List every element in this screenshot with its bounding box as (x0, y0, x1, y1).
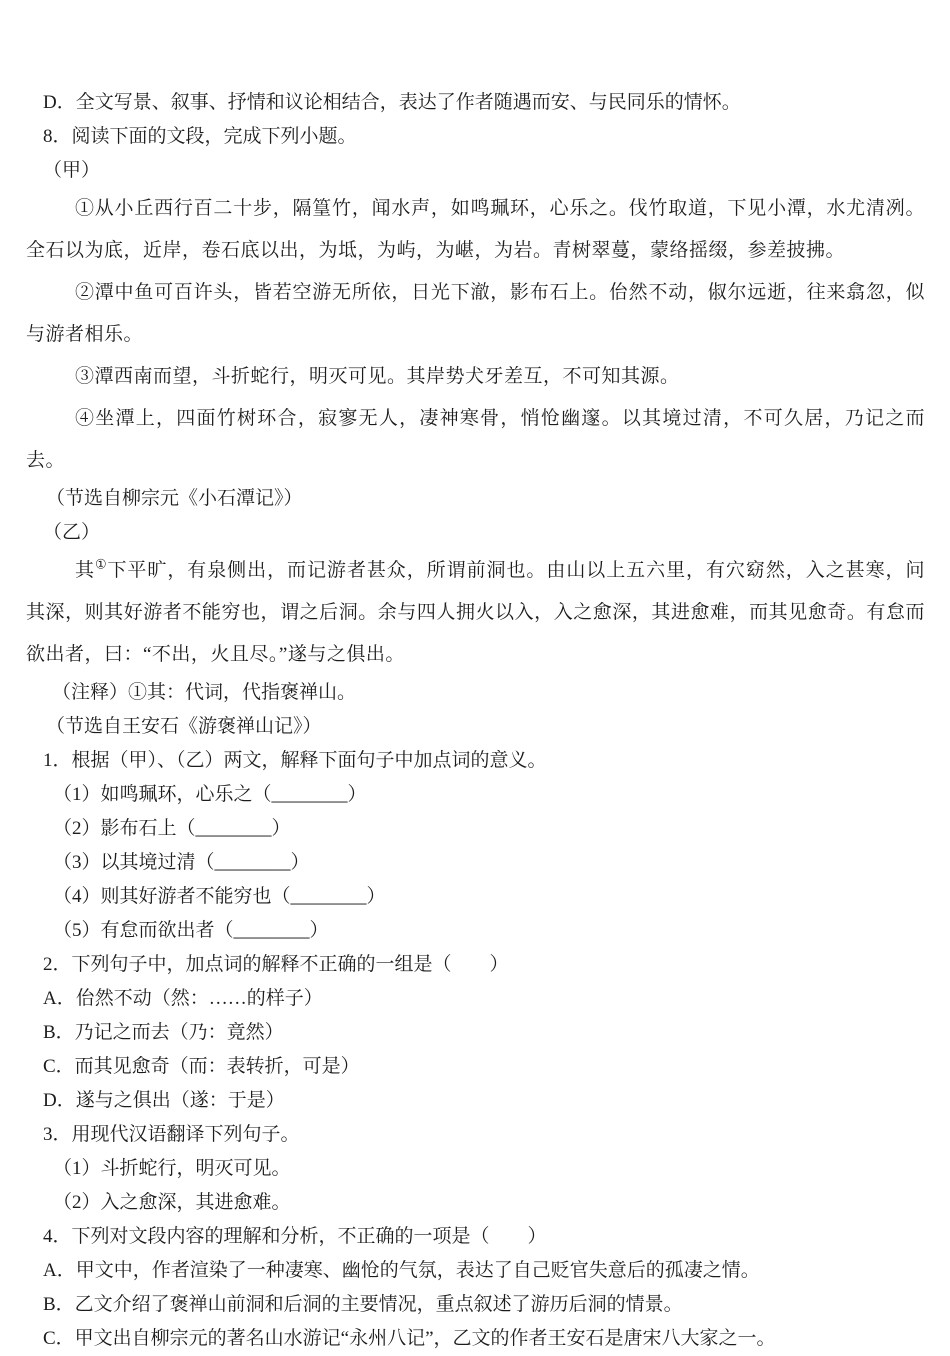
sub-question-1-item-3: （3）以其境过清（________） (53, 852, 310, 873)
sub-question-2-option-d: D．遂与之俱出（遂：于是） (43, 1090, 285, 1111)
question-8-stem: 8．阅读下面的文段，完成下列小题。 (43, 126, 357, 147)
prev-question-option-d: D．全文写景、叙事、抒情和议论相结合，表达了作者随遇而安、与民同乐的情怀。 (43, 92, 741, 113)
passage-yi-note-ref: ① (94, 556, 108, 572)
sub-question-1-item-4: （4）则其好游者不能穷也（________） (53, 886, 386, 907)
passage-jia-label: （甲） (43, 160, 101, 181)
sub-question-1-stem: 1．根据（甲）、（乙）两文，解释下面句子中加点词的意义。 (43, 750, 547, 771)
sub-question-3-item-1: （1）斗折蛇行，明灭可见。 (53, 1158, 291, 1179)
passage-yi-text-body: 下平旷，有泉侧出，而记游者甚众，所谓前洞也。由山以上五六里，有穴窈然，入之甚寒，问其深，则其好游者不能穷也，谓之后洞。余与四人拥火以入，入之愈深，其进愈难，而其见愈奇。有怠而欲出者，曰：“不出，火且尽。”遂与之俱出。 (26, 560, 925, 665)
sub-question-3-item-2: （2）入之愈深，其进愈难。 (53, 1192, 291, 1213)
passage-yi-source: （节选自王安石《游褒禅山记》） (46, 716, 322, 737)
sub-question-2-option-c: C．而其见愈奇（而：表转折，可是） (43, 1056, 360, 1077)
passage-jia-paragraph-4: ④坐潭上，四面竹树环合，寂寥无人，凄神寒骨，悄怆幽邃。以其境过清，不可久居，乃记之而去。 (26, 408, 925, 471)
sub-question-4-option-a: A．甲文中，作者渲染了一种凄寒、幽怆的气氛，表达了自己贬官失意后的孤凄之情。 (43, 1260, 760, 1281)
passage-jia-source: （节选自柳宗元《小石潭记》） (46, 488, 303, 509)
sub-question-4-option-c: C．甲文出自柳宗元的著名山水游记“永州八记”，乙文的作者王安石是唐宋八大家之一。 (43, 1328, 776, 1349)
passage-jia-paragraph-3: ③潭西南而望，斗折蛇行，明灭可见。其岸势犬牙差互，不可知其源。 (75, 366, 680, 387)
sub-question-4-option-b: B．乙文介绍了褒禅山前洞和后洞的主要情况，重点叙述了游历后洞的情景。 (43, 1294, 683, 1315)
sub-question-4-stem: 4．下列对文段内容的理解和分析，不正确的一项是（ ） (43, 1226, 547, 1247)
sub-question-2-stem: 2．下列句子中，加点词的解释不正确的一组是（ ） (43, 954, 509, 975)
passage-jia-paragraph-2: ②潭中鱼可百许头，皆若空游无所依，日光下澈，影布石上。佁然不动，俶尔远逝，往来翕忽，似与游者相乐。 (26, 282, 925, 345)
sub-question-3-stem: 3．用现代汉语翻译下列句子。 (43, 1124, 300, 1145)
sub-question-1-item-5: （5）有怠而欲出者（________） (53, 920, 329, 941)
passage-yi-label: （乙） (43, 522, 101, 543)
sub-question-2-option-a: A．佁然不动（然：……的样子） (43, 988, 323, 1009)
sub-question-2-option-b: B．乃记之而去（乃：竟然） (43, 1022, 284, 1043)
passage-yi-paragraph (26, 550, 925, 676)
sub-question-1-item-1: （1）如鸣珮环，心乐之（________） (53, 784, 367, 805)
passage-jia-paragraph-1: ①从小丘西行百二十步，隔篁竹，闻水声，如鸣珮环，心乐之。伐竹取道，下见小潭，水尤清冽。全石以为底，近岸，卷石底以出，为坻，为屿，为嵁，为岩。青树翠蔓，蒙络摇缀，参差披拂。 (26, 198, 925, 261)
sub-question-1-item-2: （2）影布石上（________） (53, 818, 291, 839)
passage-yi-text-prefix: 其 (75, 560, 95, 581)
passage-yi-note: （注释）①其：代词，代指褒禅山。 (52, 682, 357, 703)
